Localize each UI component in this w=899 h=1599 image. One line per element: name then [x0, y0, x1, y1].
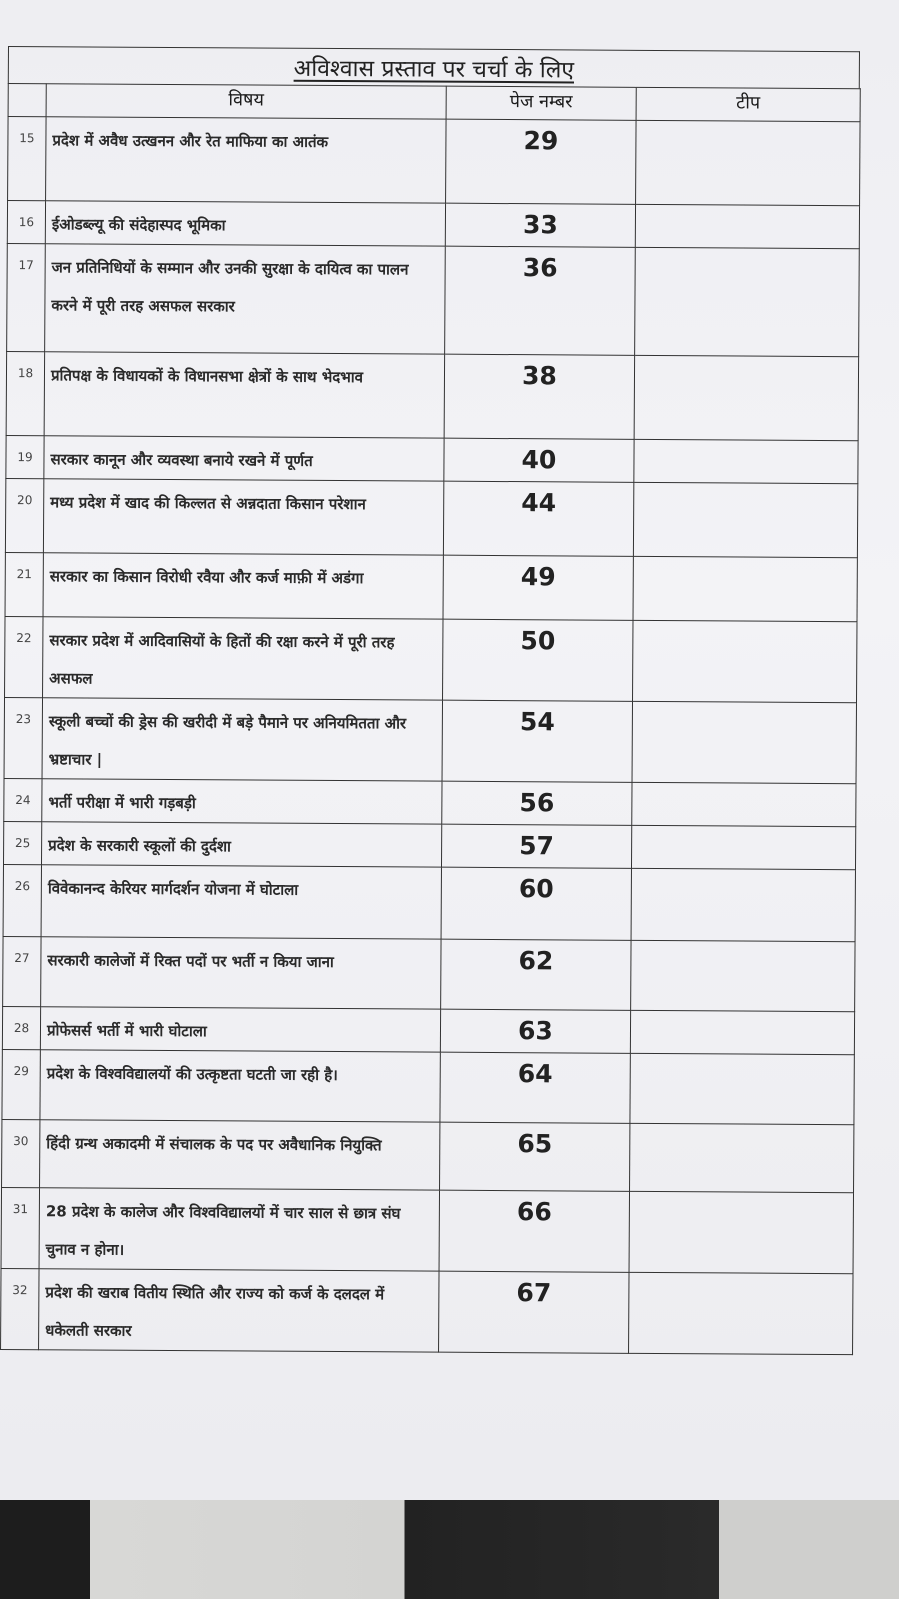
table-row	[2, 1119, 854, 1192]
row-serial-number: 20	[5, 478, 43, 552]
table-row	[7, 243, 860, 356]
table-row	[1, 1268, 853, 1354]
row-page-number: 65	[440, 1122, 630, 1191]
row-page-number: 64	[440, 1052, 630, 1123]
row-serial-number: 24	[4, 778, 42, 821]
row-subject: सरकार कानून और व्यवस्था बनाये रखने में पूर्णत	[44, 436, 444, 481]
row-note	[629, 1191, 853, 1273]
row-page-number: 44	[443, 481, 633, 556]
table-row	[6, 351, 858, 440]
row-subject: प्रदेश के सरकारी स्कूलों की दुर्दशा	[41, 822, 441, 867]
document-title-row	[8, 46, 860, 88]
table-row	[5, 552, 857, 621]
row-serial-number: 17	[7, 243, 46, 351]
row-subject: विवेकानन्द केरियर मार्गदर्शन योजना में घोटाला	[41, 865, 441, 939]
row-note	[633, 482, 857, 557]
row-page-number: 33	[445, 203, 635, 247]
table-row	[1, 1187, 853, 1273]
row-page-number: 63	[440, 1009, 630, 1053]
row-subject: जन प्रतिनिधियों के सम्मान और उनकी सुरक्षा के दायित्व का पालन करने में पूरी तरह असफल सरकार	[45, 244, 446, 354]
row-page-number: 60	[441, 867, 631, 940]
row-page-number: 54	[442, 700, 632, 782]
row-page-number: 50	[443, 619, 633, 701]
table-row	[5, 616, 857, 702]
row-serial-number: 30	[2, 1119, 40, 1187]
row-serial-number: 23	[4, 697, 42, 778]
row-note	[631, 940, 855, 1011]
row-note	[630, 1123, 854, 1192]
row-subject: सरकारी कालेजों में रिक्त पदों पर भर्ती न किया जाना	[41, 937, 441, 1009]
table-row	[7, 201, 859, 249]
table-row	[2, 1006, 854, 1054]
row-note	[636, 120, 861, 205]
row-note	[632, 701, 856, 783]
row-page-number: 40	[444, 438, 634, 482]
row-serial-number: 25	[4, 821, 42, 864]
row-subject: प्रतिपक्ष के विधायकों के विधानसभा क्षेत्रों के साथ भेदभाव	[44, 352, 445, 438]
row-note	[635, 247, 860, 356]
table-row	[6, 435, 858, 483]
row-subject: प्रदेश के विश्वविद्यालयों की उत्कृष्टता घटती जा रही है।	[40, 1050, 440, 1122]
row-serial-number: 29	[2, 1049, 40, 1119]
table-row	[2, 1049, 854, 1124]
row-note	[631, 825, 855, 869]
row-note	[630, 1053, 854, 1124]
row-subject: सरकार प्रदेश में आदिवासियों के हितों की रक्षा करने में पूरी तरह असफल	[43, 617, 443, 700]
row-note	[633, 620, 857, 702]
header-serial	[8, 84, 46, 117]
row-serial-number: 28	[2, 1006, 40, 1049]
topics-table	[0, 83, 861, 1355]
row-note	[634, 355, 859, 440]
row-serial-number: 16	[7, 201, 45, 244]
row-subject: ईओडब्ल्यू की संदेहास्पद भूमिका	[45, 201, 445, 246]
table-row	[3, 864, 855, 941]
header-page-number: पेज नम्बर	[446, 86, 636, 120]
row-serial-number: 22	[5, 616, 43, 697]
row-subject: 28 प्रदेश के कालेज और विश्वविद्यालयों में चार साल से छात्र संघ चुनाव न होना।	[39, 1188, 439, 1271]
row-subject: भर्ती परीक्षा में भारी गड़बड़ी	[42, 779, 442, 824]
table-row	[4, 697, 856, 783]
table-row	[3, 936, 855, 1011]
row-note	[634, 439, 858, 483]
row-serial-number: 26	[3, 864, 41, 936]
row-subject: स्कूली बच्चों की ड्रेस की खरीदी में बड़े पैमाने पर अनियमितता और भ्रष्टाचार |	[42, 698, 442, 781]
table-row	[5, 478, 857, 557]
row-page-number: 36	[445, 246, 636, 355]
table-row	[4, 821, 856, 869]
row-serial-number: 31	[1, 1187, 39, 1268]
row-page-number: 29	[446, 119, 637, 204]
table-row	[4, 778, 856, 826]
row-serial-number: 15	[8, 117, 47, 201]
row-serial-number: 18	[6, 351, 45, 435]
row-page-number: 66	[439, 1190, 629, 1272]
row-page-number: 38	[444, 354, 635, 439]
row-note	[629, 1272, 853, 1354]
table-row	[8, 117, 860, 206]
row-serial-number: 27	[3, 936, 41, 1006]
row-subject: सरकार का किसान विरोधी रवैया और कर्ज माफ़ी में अडंगा	[43, 553, 443, 619]
row-subject: मध्य प्रदेश में खाद की किल्लत से अन्नदाता किसान परेशान	[43, 479, 443, 555]
row-subject: प्रदेश में अवैध उत्खनन और रेत माफिया का आतंक	[46, 117, 447, 203]
row-note	[630, 1010, 854, 1054]
row-subject: हिंदी ग्रन्थ अकादमी में संचालक के पद पर अवैधानिक नियुक्ति	[40, 1120, 440, 1190]
document-table-container	[0, 46, 860, 1355]
row-note	[633, 556, 857, 621]
row-subject: प्रदेश की खराब वितीय स्थिति और राज्य को कर्ज के दलदल में धकेलती सरकार	[39, 1269, 439, 1352]
row-page-number: 67	[439, 1271, 629, 1353]
row-serial-number: 32	[1, 1268, 39, 1349]
row-page-number: 56	[442, 781, 632, 825]
row-page-number: 49	[443, 555, 633, 620]
row-page-number: 62	[441, 939, 631, 1010]
header-subject: विषय	[46, 84, 446, 119]
row-subject: प्रोफेसर्स भर्ती में भारी घोटाला	[40, 1007, 440, 1052]
row-serial-number: 21	[5, 552, 43, 616]
row-serial-number: 19	[6, 435, 44, 478]
header-note: टीप	[636, 87, 860, 121]
row-page-number: 57	[441, 824, 631, 868]
background-surface	[0, 1500, 899, 1599]
document-title: अविश्वास प्रस्ताव पर चर्चा के लिए	[293, 55, 575, 84]
row-note	[635, 204, 859, 248]
table-header-row	[8, 84, 860, 122]
row-note	[632, 782, 856, 826]
row-note	[631, 868, 855, 941]
